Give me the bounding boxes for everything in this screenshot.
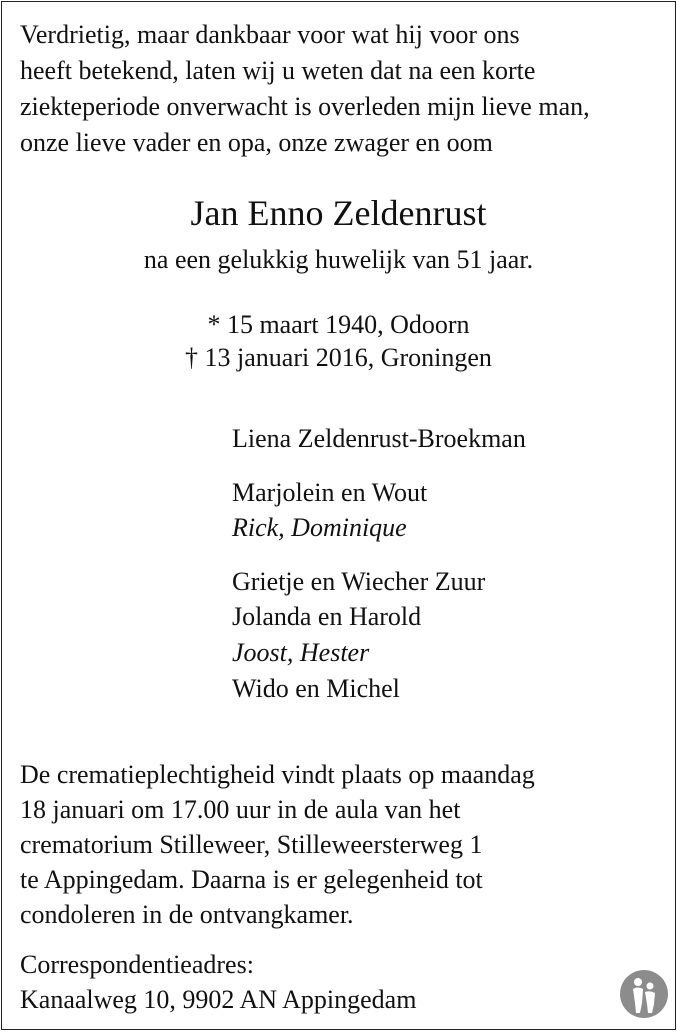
grandchildren-1: Rick, Dominique: [232, 513, 407, 542]
intro-line-2: heeft betekend, laten wij u weten dat na een korte: [20, 56, 536, 85]
correspondence-label: Correspondentieadres:: [20, 950, 254, 979]
ceremony-line-1: De crematieplechtigheid vindt plaats op maandag: [20, 760, 535, 789]
ceremony-line-5: condoleren in de ontvangkamer.: [20, 900, 354, 929]
intro-line-1: Verdrietig, maar dankbaar voor wat hij voor ons: [20, 20, 520, 49]
family-couple-1: Marjolein en Wout: [232, 478, 428, 507]
family-couple-2: Grietje en Wiecher Zuur: [232, 567, 486, 596]
family-couple-3: Jolanda en Harold: [232, 602, 422, 631]
correspondence-address: Kanaalweg 10, 9902 AN Appingedam: [20, 985, 417, 1014]
family-couple-4: Wido en Michel: [232, 674, 400, 703]
ceremony-line-3: crematorium Stilleweer, Stilleweersterweg 1: [20, 830, 483, 859]
death-notice: [1, 1, 676, 1030]
memorial-figures-icon: [619, 969, 669, 1019]
birth-line: * 15 maart 1940, Odoorn: [207, 310, 470, 339]
ceremony-line-4: te Appingedam. Daarna is er gelegenheid tot: [20, 865, 483, 894]
spouse-name: Liena Zeldenrust-Broekman: [232, 424, 526, 453]
ceremony-line-2: 18 januari om 17.00 uur in de aula van het: [20, 795, 461, 824]
grandchildren-2: Joost, Hester: [232, 638, 370, 667]
death-line: † 13 januari 2016, Groningen: [185, 343, 492, 372]
intro-line-4: onze lieve vader en opa, onze zwager en oom: [20, 128, 493, 157]
deceased-name: Jan Enno Zeldenrust: [190, 193, 487, 233]
intro-line-3: ziekteperiode onverwacht is overleden mijn lieve man,: [20, 92, 590, 121]
marriage-line: na een gelukkig huwelijk van 51 jaar.: [143, 245, 534, 274]
